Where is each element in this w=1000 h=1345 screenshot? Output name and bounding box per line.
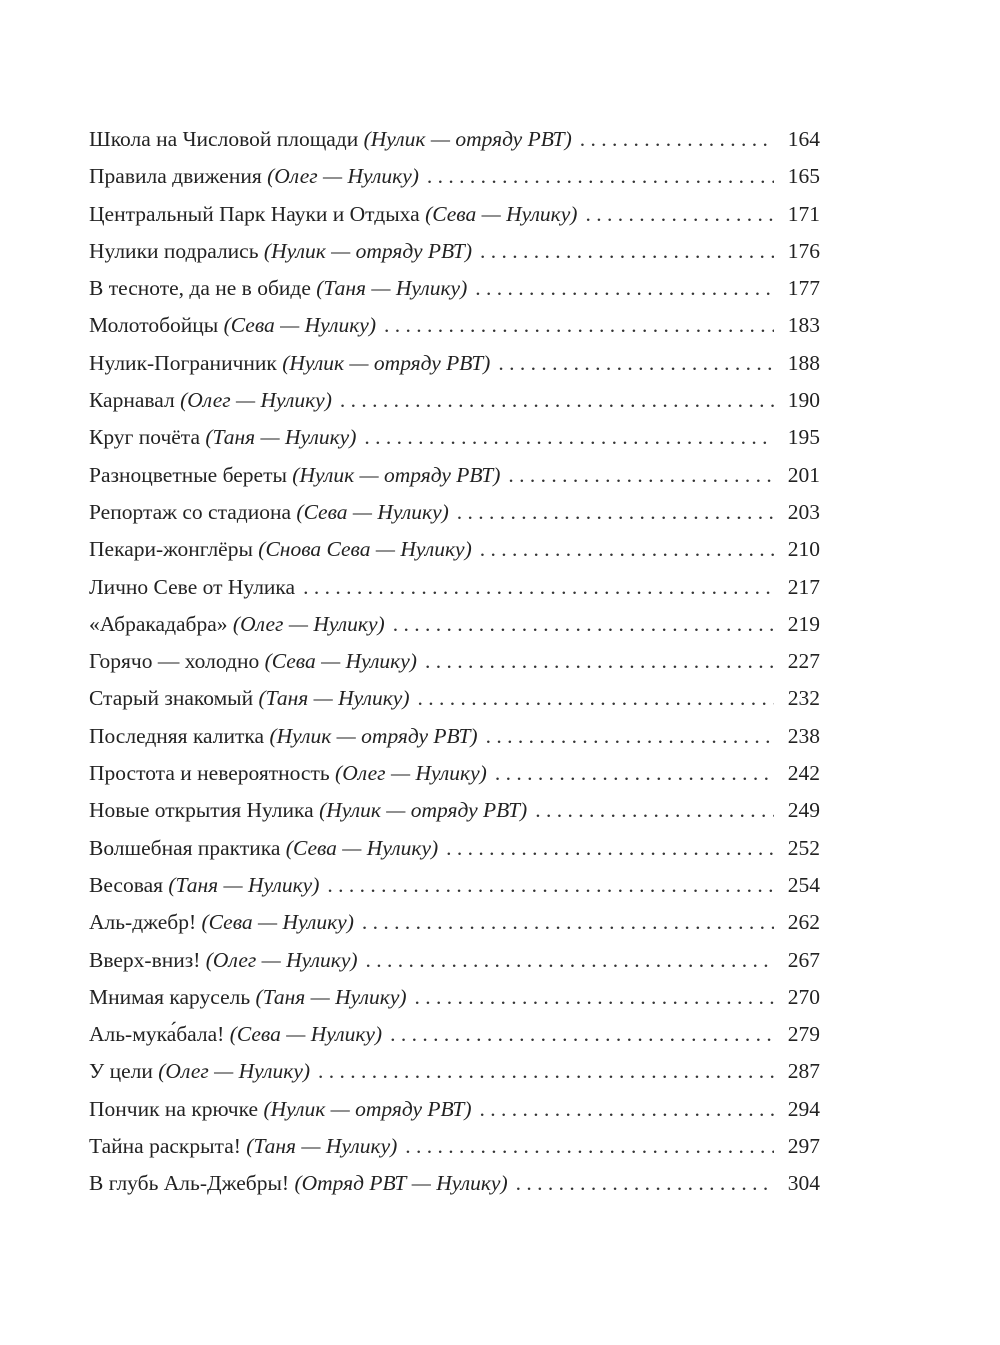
toc-entry-title: В глубь Аль-Джебры! (89, 1171, 290, 1196)
toc-entry-title: Репортаж со стадиона (89, 499, 292, 524)
toc-entry-title: Школа на Числовой площади (89, 127, 359, 151)
toc-entry-title: Мнимая карусель (89, 984, 251, 1009)
toc-entry-text (89, 1053, 310, 1090)
toc-entry-page: 188 (787, 350, 820, 375)
toc-entry-title: Центральный Парк Науки и Отдыха (89, 201, 420, 226)
dot-leader (535, 792, 774, 829)
toc-entry-page: 203 (787, 499, 820, 524)
dot-leader (405, 1128, 774, 1165)
toc-entry-title: Весовая (89, 872, 164, 897)
toc-entry-text (89, 979, 407, 1016)
dot-leader (418, 680, 774, 717)
toc-entry-title: Нулики подрались (89, 238, 259, 263)
toc-entry-page: 249 (787, 798, 820, 823)
toc-entry (89, 457, 820, 494)
toc-entry (89, 867, 820, 904)
toc-entry-page: 165 (787, 164, 820, 189)
toc-entry-page: 201 (787, 462, 820, 487)
dot-leader (446, 830, 774, 867)
dot-leader (480, 531, 774, 568)
toc-entry-page: 227 (787, 649, 820, 674)
toc-entry-text (89, 569, 295, 606)
toc-entry-subtitle: (Нулик — отряду РВТ) (292, 462, 501, 487)
toc-entry-text (89, 792, 527, 829)
toc-entry-page: 219 (787, 611, 820, 636)
dot-leader (384, 307, 774, 344)
toc-entry (89, 830, 820, 867)
toc-entry (89, 270, 820, 307)
dot-leader (390, 1016, 774, 1053)
toc-entry-subtitle: (Нулик — отряду РВТ) (263, 1096, 472, 1121)
toc-entry-title: У цели (89, 1059, 153, 1084)
toc-entry (89, 1128, 820, 1165)
toc-entry-text (89, 531, 472, 568)
toc-entry-title: Пекари-жонглёры (89, 537, 253, 562)
toc-entry-text (89, 606, 385, 643)
toc-entry-text (89, 345, 490, 382)
dot-leader (457, 494, 774, 531)
toc-entry-title: Разноцветные береты (89, 462, 287, 487)
toc-entry (89, 904, 820, 941)
toc-entry-subtitle: (Нулик — отряду РВТ) (282, 350, 491, 375)
toc-entry-text (89, 1016, 382, 1053)
toc-entry-subtitle: (Олег — Нулику) (267, 164, 419, 189)
toc-entry-text (89, 942, 358, 979)
toc-entry-subtitle: (Олег — Нулику) (232, 611, 385, 636)
toc-entry-text (89, 830, 438, 867)
dot-leader (362, 904, 774, 941)
toc-entry-title: Лично Севе от Нулика (89, 574, 296, 599)
dot-leader (318, 1053, 774, 1090)
toc-entry-text (89, 680, 410, 717)
toc-entry-subtitle: (Сева — Нулику) (296, 499, 449, 524)
dot-leader (498, 345, 774, 382)
toc-entry-title: Горячо — холодно (89, 649, 260, 674)
toc-entry-subtitle: (Олег — Нулику) (335, 761, 487, 786)
table-of-contents (89, 121, 820, 1203)
toc-entry (89, 307, 820, 344)
toc-entry-text (89, 643, 417, 680)
toc-entry-subtitle: (Олег — Нулику) (205, 947, 358, 972)
dot-leader (585, 196, 774, 233)
toc-entry (89, 643, 820, 680)
toc-entry (89, 1165, 820, 1202)
dot-leader (580, 121, 774, 158)
toc-entry (89, 158, 820, 195)
dot-leader (480, 1091, 774, 1128)
dot-leader (364, 419, 774, 456)
toc-entry-subtitle: (Нулик — отряду РВТ) (363, 127, 572, 151)
toc-entry-text (89, 382, 332, 419)
toc-entry-subtitle: (Таня — Нулику) (205, 425, 357, 450)
toc-entry-subtitle: (Олег — Нулику) (158, 1059, 311, 1084)
toc-entry-subtitle: (Таня — Нулику) (258, 686, 410, 711)
toc-entry-title: Пончик на крючке (89, 1096, 259, 1121)
dot-leader (480, 233, 774, 270)
toc-entry-page: 287 (787, 1059, 820, 1084)
toc-entry-page: 270 (787, 984, 820, 1009)
toc-entry-text (89, 419, 356, 456)
toc-entry (89, 1016, 820, 1053)
toc-entry-text (89, 457, 500, 494)
toc-entry-title: Вверх-вниз! (89, 947, 201, 972)
dot-leader (486, 718, 774, 755)
toc-entry-text (89, 233, 472, 270)
toc-entry-page: 242 (787, 761, 820, 786)
toc-entry (89, 569, 820, 606)
toc-entry (89, 792, 820, 829)
toc-entry-title: «Абракадабра» (89, 611, 228, 636)
toc-entry (89, 382, 820, 419)
toc-entry-title: В тесноте, да не в обиде (89, 276, 311, 301)
toc-entry-subtitle: (Сева — Нулику) (425, 201, 578, 226)
toc-entry (89, 345, 820, 382)
toc-entry (89, 1091, 820, 1128)
toc-entry-page: 195 (787, 425, 820, 450)
toc-entry (89, 755, 820, 792)
toc-entry-subtitle: (Олег — Нулику) (180, 388, 332, 413)
toc-entry (89, 121, 820, 158)
toc-entry-subtitle: (Сева — Нулику) (223, 313, 377, 338)
toc-entry-subtitle: (Таня — Нулику) (316, 276, 468, 301)
toc-entry-subtitle: (Сева — Нулику) (229, 1022, 383, 1047)
toc-entry-subtitle: (Сева — Нулику) (285, 835, 439, 860)
toc-entry-page: 252 (787, 835, 820, 860)
toc-entry (89, 680, 820, 717)
toc-entry-title: Новые открытия Нулика (89, 798, 314, 823)
toc-entry (89, 942, 820, 979)
toc-entry-subtitle: (Таня — Нулику) (255, 984, 407, 1009)
dot-leader (508, 457, 774, 494)
dot-leader (415, 979, 774, 1016)
toc-entry (89, 531, 820, 568)
toc-entry-text (89, 718, 478, 755)
toc-entry-title: Аль-мука́бала! (89, 1022, 225, 1047)
toc-entry-page: 176 (787, 238, 820, 263)
toc-entry (89, 1053, 820, 1090)
toc-entry-title: Старый знакомый (89, 686, 254, 711)
toc-entry-page: 267 (787, 947, 820, 972)
dot-leader (393, 606, 774, 643)
toc-entry-title: Тайна раскрыта! (89, 1134, 241, 1159)
toc-entry-subtitle: (Таня — Нулику) (168, 872, 320, 897)
toc-entry-text (89, 904, 354, 941)
toc-entry-title: Круг почёта (89, 425, 201, 450)
toc-entry-subtitle: (Отряд РВТ — Нулику) (294, 1171, 508, 1196)
dot-leader (303, 569, 774, 606)
toc-entry-page: 210 (787, 537, 820, 562)
toc-entry-subtitle: (Таня — Нулику) (246, 1134, 398, 1159)
toc-entry-text (89, 307, 376, 344)
toc-entry-text (89, 867, 319, 904)
toc-entry-page: 279 (787, 1022, 820, 1047)
toc-entry-page: 232 (787, 686, 820, 711)
toc-entry-title: Волшебная практика (89, 835, 281, 860)
toc-entry-page: 254 (787, 872, 820, 897)
toc-entry-page: 297 (787, 1134, 820, 1159)
dot-leader (475, 270, 774, 307)
toc-entry-page: 294 (787, 1096, 820, 1121)
toc-entry-page: 190 (787, 388, 820, 413)
toc-entry-subtitle: (Нулик — отряду РВТ) (319, 798, 528, 823)
dot-leader (327, 867, 774, 904)
toc-entry-page: 238 (787, 723, 820, 748)
toc-entry-subtitle: (Нулик — отряду РВТ) (269, 723, 478, 748)
toc-entry (89, 419, 820, 456)
toc-entry-text (89, 196, 577, 233)
toc-entry-page: 164 (787, 127, 820, 151)
toc-entry-title: Последняя калитка (89, 723, 265, 748)
toc-entry-text (89, 121, 572, 158)
dot-leader (516, 1165, 774, 1202)
toc-entry (89, 494, 820, 531)
toc-entry-text (89, 270, 467, 307)
dot-leader (427, 158, 774, 195)
toc-entry-subtitle: (Снова Сева — Нулику) (258, 537, 472, 562)
toc-entry-page: 217 (787, 574, 820, 599)
toc-entry (89, 718, 820, 755)
toc-entry-text (89, 1091, 472, 1128)
toc-entry (89, 233, 820, 270)
toc-entry-page: 177 (787, 276, 820, 301)
toc-entry-title: Карнавал (89, 388, 175, 413)
toc-entry (89, 979, 820, 1016)
toc-entry-text (89, 755, 487, 792)
toc-entry-title: Простота и невероятность (89, 761, 330, 786)
toc-entry-text (89, 158, 419, 195)
toc-entry-page: 183 (787, 313, 820, 338)
toc-entry-title: Молотобойцы (89, 313, 219, 338)
toc-entry-title: Нулик-Пограничник (89, 350, 277, 375)
dot-leader (340, 382, 774, 419)
dot-leader (425, 643, 774, 680)
toc-entry-subtitle: (Нулик — отряду РВТ) (263, 238, 473, 263)
toc-entry-page: 171 (787, 201, 820, 226)
toc-entry-text (89, 1128, 397, 1165)
dot-leader (495, 755, 774, 792)
toc-entry-subtitle: (Сева — Нулику) (201, 910, 354, 935)
toc-entry-page: 304 (787, 1171, 820, 1196)
toc-entry (89, 196, 820, 233)
dot-leader (366, 942, 774, 979)
toc-entry-text (89, 1165, 508, 1202)
toc-entry-page: 262 (787, 910, 820, 935)
toc-entry-text (89, 494, 449, 531)
toc-entry-title: Аль-джебр! (89, 910, 197, 935)
toc-entry-subtitle: (Сева — Нулику) (264, 649, 417, 674)
toc-entry-title: Правила движения (89, 164, 262, 189)
toc-entry (89, 606, 820, 643)
